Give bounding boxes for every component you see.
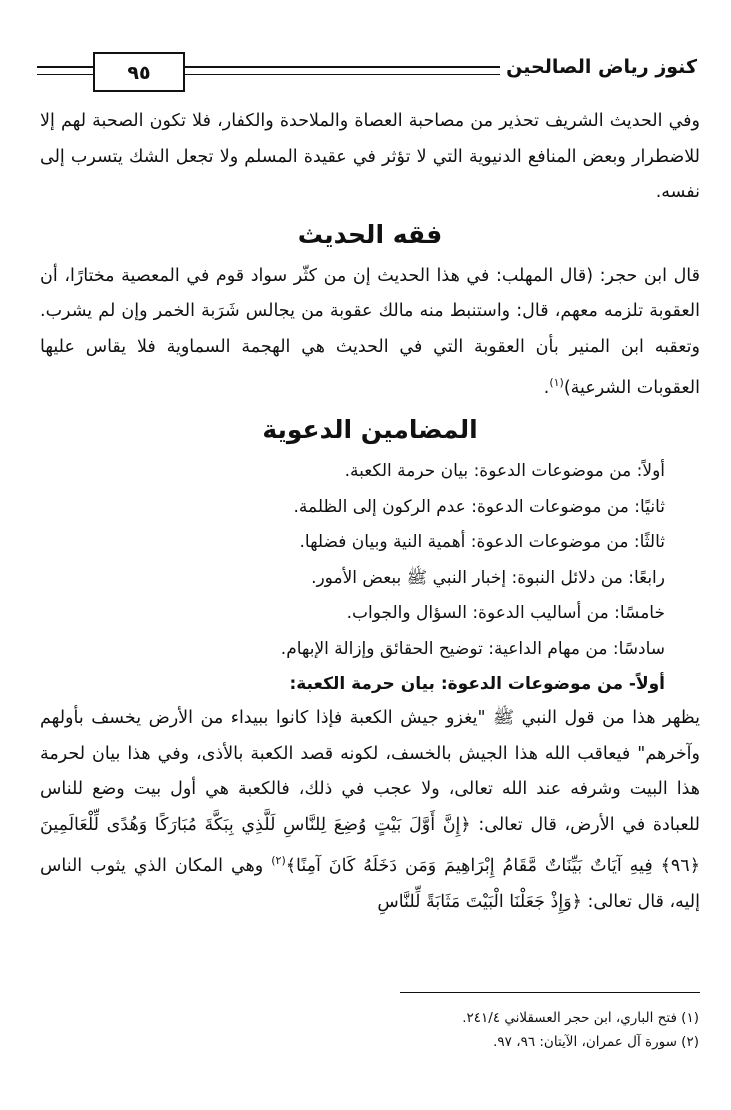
- page-number-box: [93, 52, 185, 92]
- kaaba-text-b: وهي المكان الذي يثوب الناس إليه، قال تعالى:: [40, 856, 700, 912]
- footnote-ref-2: (٢): [271, 854, 286, 868]
- dawah-points-list: [40, 454, 700, 667]
- list-item: سادسًا: من مهام الداعية: توضيح الحقائق وإزالة الإبهام.: [280, 638, 665, 659]
- header-rule-left: [37, 66, 93, 68]
- intro-paragraph: وفي الحديث الشريف تحذير من مصاحبة العصاة والملاحدة والكفار، فلا تكون الصحبة لهم إلا للاضطرار وبعض المنافع الدنيوية التي لا تؤثر في عقيدة المسلم ولا تجعل الشك يتسرب إلى نفسه.: [40, 111, 700, 202]
- footnote-divider: [400, 992, 700, 993]
- footnote-1: (١) فتح الباري، ابن حجر العسقلاني ٢٤١/٤.: [462, 1010, 699, 1026]
- list-item: خامسًا: من أساليب الدعوة: السؤال والجواب.: [346, 603, 665, 624]
- page-header: [37, 52, 697, 94]
- header-rule-right-thin: [185, 74, 500, 75]
- fiqh-paragraph: قال ابن حجر: (قال المهلب: في هذا الحديث إن من كثّر سواد قوم في المعصية مختارًا، أن العقوبة تلزمه معهم، قال: واستنبط منه مالك عقوبة من يجالس شَرَبة الخمر وإن لم يشرب. وتعقبه ابن المنير بأن العقوبة التي في الحديث هي الهجمة السماوية فلا يقاس عليها العقوبات الشرعية)$^{(١)}$.: [40, 265, 700, 398]
- section-heading-fiqh: فقه الحديث: [297, 219, 443, 249]
- quran-verse-2: ﴿وَإِذْ جَعَلْنَا الْبَيْتَ مَثَابَةً لِّلنَّاسِ: [377, 891, 582, 912]
- section-heading-dawah: المضامين الدعوية: [262, 415, 478, 445]
- footnotes: [39, 1006, 699, 1054]
- list-item: ثالثًا: من موضوعات الدعوة: أهمية النية وبيان فضلها.: [299, 532, 665, 553]
- page-number: ٩٥: [127, 62, 151, 84]
- quran-verse-1: ﴿إِنَّ أَوَّلَ بَيْتٍ وُضِعَ لِلنَّاسِ لَلَّذِي بِبَكَّةَ مُبَارَكًا وَهُدًى لِّلْعَالَمِينَ ﴿٩٦﴾ فِيهِ آيَاتٌ بَيِّنَاتٌ مَّقَامُ إِبْرَاهِيمَ وَمَن دَخَلَهُ كَانَ آمِنًا﴾: [40, 814, 700, 877]
- fiqh-text: قال ابن حجر: (قال المهلب: في هذا الحديث إن من كثّر سواد قوم في المعصية مختارًا، أن العقوبة تلزمه معهم، قال: واستنبط منه مالك عقوبة من يجالس شَرَبة الخمر وإن لم يشرب. وتعقبه ابن المنير بأن العقوبة التي في الحديث هي الهجمة السماوية فلا يقاس عليها العقوبات الشرعية): [40, 265, 700, 398]
- list-item: أولاً: من موضوعات الدعوة: بيان حرمة الكعبة.: [344, 461, 665, 482]
- header-rule-right: [185, 66, 500, 68]
- kaaba-paragraph: [40, 701, 700, 920]
- page-body: [40, 104, 700, 920]
- book-title: كنوز رياض الصالحين: [506, 56, 697, 78]
- header-rule-left-thin: [37, 74, 93, 75]
- subsection-title: أولاً- من موضوعات الدعوة: بيان حرمة الكعبة:: [289, 674, 665, 695]
- list-item: ثانيًا: من موضوعات الدعوة: عدم الركون إلى الظلمة.: [293, 496, 665, 517]
- list-item: رابعًا: من دلائل النبوة: إخبار النبي ﷺ ببعض الأمور.: [311, 567, 665, 588]
- kaaba-text-a: يظهر هذا من قول النبي ﷺ "يغزو جيش الكعبة فإذا كانوا ببيداء من الأرض يخسف بأولهم وآخرهم" فيعاقب الله هذا الجيش بالخسف، لكونه قصد الكعبة بالأذى، وفي هذا بيان لحرمة هذا البيت وشرفه عند الله تعالى، ولا عجب في ذلك، فالكعبة هي أول بيت وضع للناس للعبادة في الأرض، قال تعالى:: [40, 708, 700, 835]
- footnote-ref-1: (١): [549, 376, 564, 389]
- footnote-2: (٢) سورة آل عمران، الآيتان: ٩٦، ٩٧.: [493, 1034, 699, 1050]
